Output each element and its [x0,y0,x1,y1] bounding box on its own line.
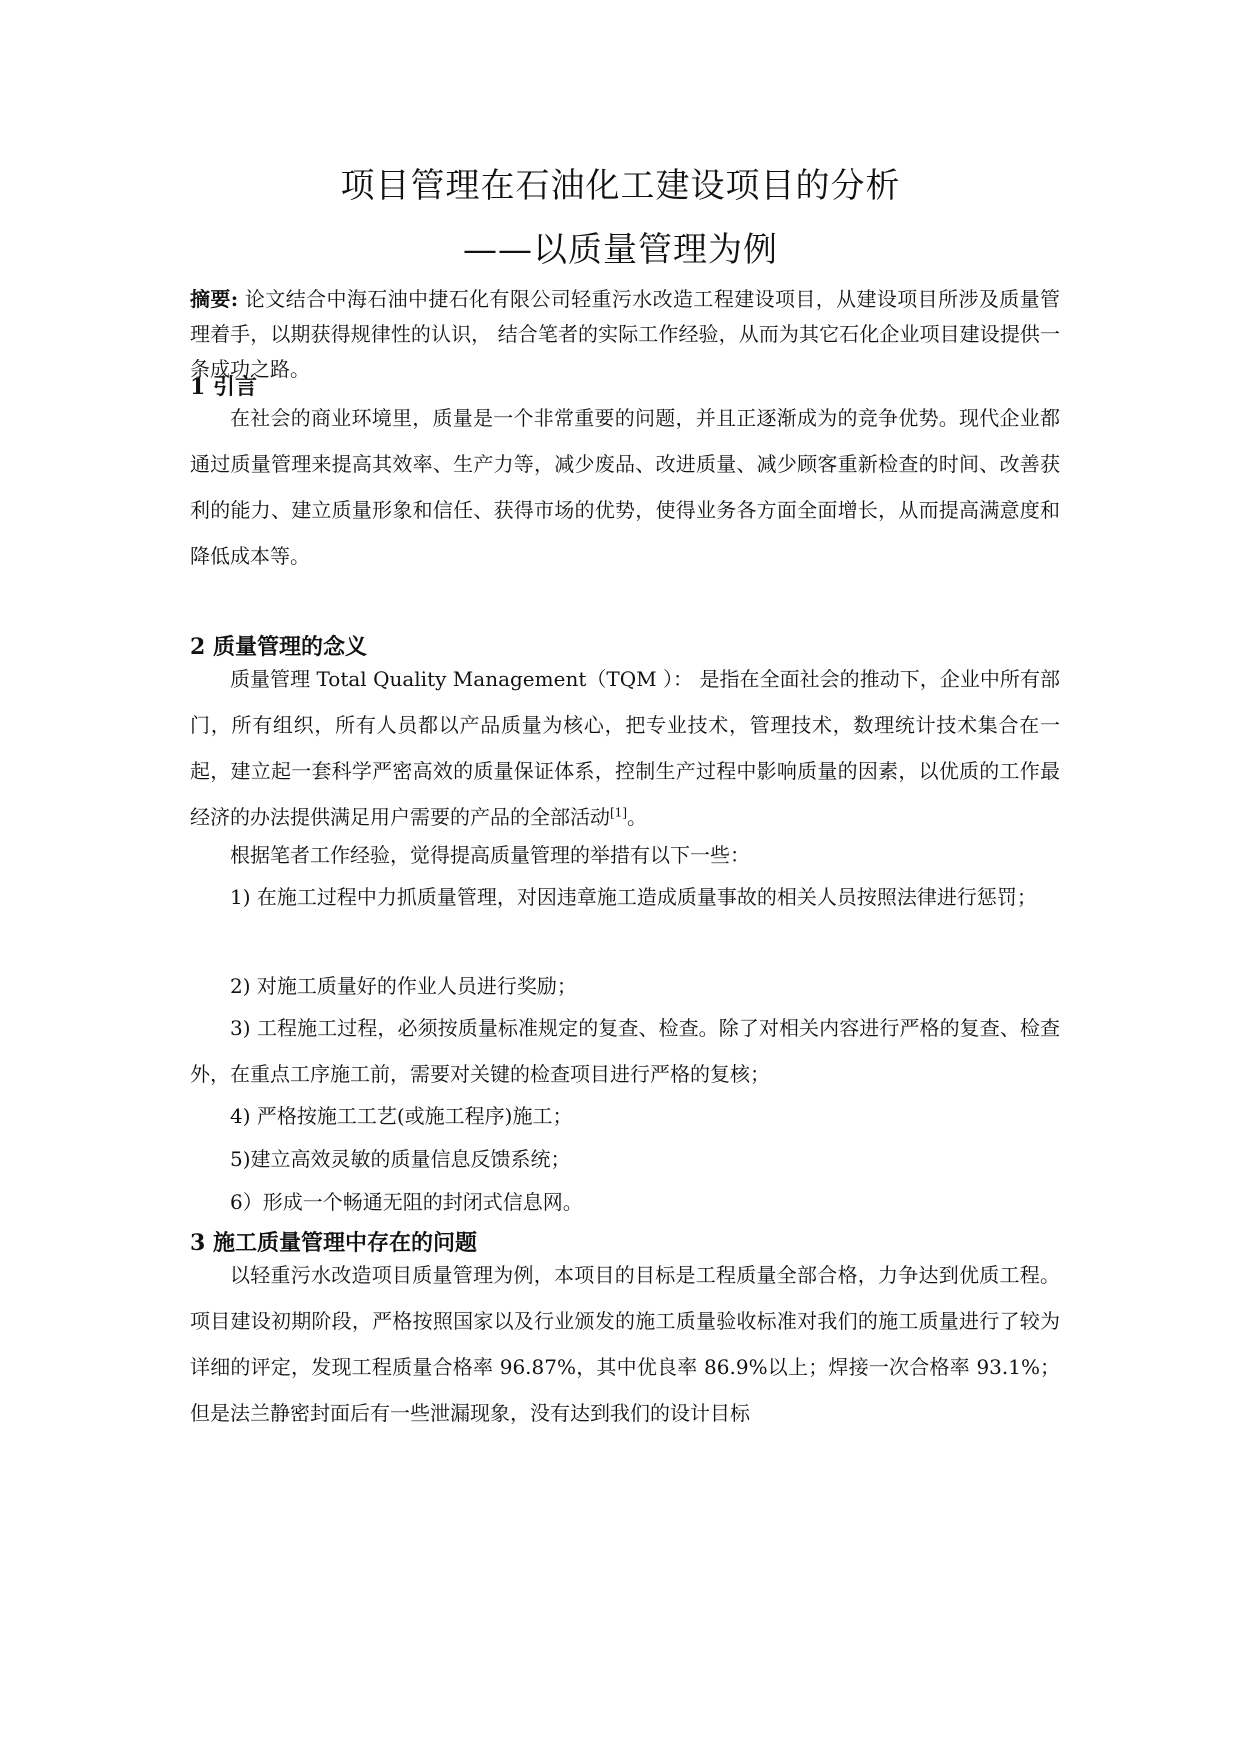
measure-item-6: 6）形成一个畅通无阻的封闭式信息网。 [230,1190,583,1214]
measures-intro: 根据笔者工作经验，觉得提高质量管理的举措有以下一些： [230,843,750,867]
measure-item-2: 2) 对施工质量好的作业人员进行奖励； [230,974,577,998]
section-1-paragraph: 在社会的商业环境里，质量是一个非常重要的问题，并且正逐渐成为的竞争优势。现代企业都通过质量管理来提高其效率、生产力等，减少废品、改进质量、减少顾客重新检查的时间、改善获利的能力、建立质量形象和信任、获得市场的优势，使得业务各方面全面增长，从而提高满意度和降低成本等。 [190,406,1060,568]
abstract [190,282,1060,387]
abstract-text: 论文结合中海石油中捷石化有限公司轻重污水改造工程建设项目，从建设项目所涉及质量管理着手，以期获得规律性的认识， 结合笔者的实际工作经验，从而为其它石化企业项目建设提供一条成功之路。 [190,287,1061,381]
measure-item-4: 4) 严格按施工工艺(或施工程序)施工； [230,1104,573,1128]
citation-1: [1] [610,805,627,820]
page-subtitle: ——以质量管理为例 [463,230,778,270]
section-heading-3: 3 施工质量管理中存在的问题 [190,1230,477,1256]
section-heading-1: 1 引言 [190,374,257,400]
page-title: 项目管理在石油化工建设项目的分析 [340,166,901,206]
section-heading-2: 2 质量管理的念义 [190,634,367,660]
section-3-paragraph: 以轻重污水改造项目质量管理为例，本项目的目标是工程质量全部合格，力争达到优质工程。项目建设初期阶段，严格按照国家以及行业颁发的施工质量验收标准对我们的施工质量进行了较为详细的评定，发现工程质量合格率 96.87%，其中优良率 86.9%以上；焊接一次合格率 93.1%；但是法兰静密封面后有一些泄漏现象，没有达到我们的设计目标 [190,1263,1060,1425]
section-2-paragraph-end: 。 [627,805,647,829]
measure-item-3: 3) 工程施工过程，必须按质量标准规定的复查、检查。除了对相关内容进行严格的复查、检查外，在重点工序施工前，需要对关键的检查项目进行严格的复核； [190,1016,1060,1086]
measure-item-5: 5)建立高效灵敏的质量信息反馈系统； [230,1147,571,1171]
measure-item-1: 1) 在施工过程中力抓质量管理，对因违章施工造成质量事故的相关人员按照法律进行惩罚； [230,885,1037,909]
section-2-paragraph-text: 质量管理 Total Quality Management（TQM ）： 是指在全面社会的推动下，企业中所有部门，所有组织，所有人员都以产品质量为核心，把专业技术，管理技术，数理统计技术集合在一起，建立起一套科学严密高效的质量保证体系，控制生产过程中影响质量的因素，以优质的工作最经济的办法提供满足用户需要的产品的全部活动 [190,667,1060,829]
section-2-paragraph [190,656,1060,840]
abstract-label: 摘要: [190,287,239,311]
